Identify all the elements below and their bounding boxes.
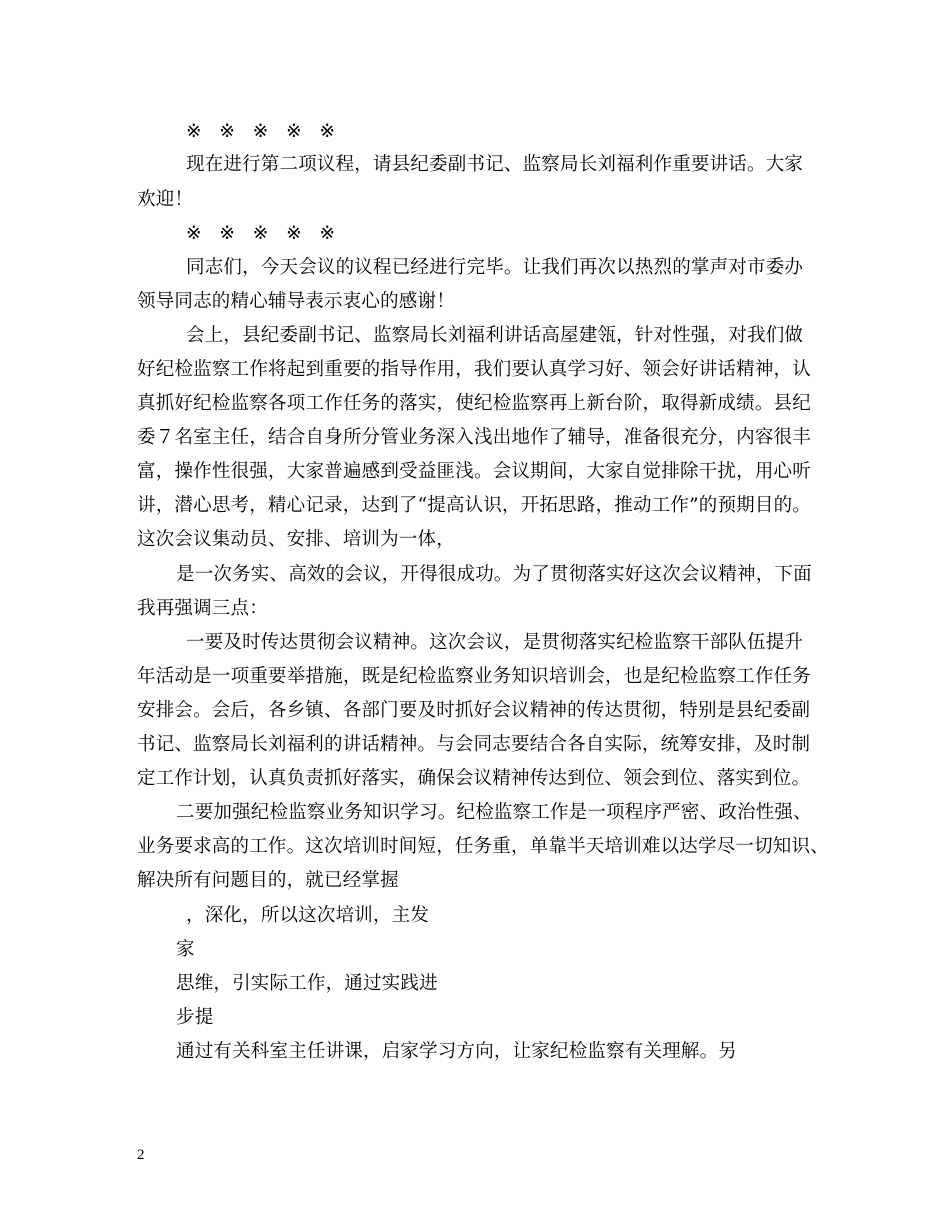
body-line: 领导同志的精心辅导表示衷心的感谢！ (137, 291, 455, 312)
body-line: 这次会议集动员、安排、培训为一体， (137, 529, 455, 550)
body-line: 通过有关科室主任讲课，启家学习方向，让家纪检监察有关理解。另 (176, 1041, 738, 1062)
body-line: 家 (176, 939, 195, 960)
page-number: 2 (137, 1147, 145, 1163)
body-line: 富，操作性很强，大家普遍感到受益匪浅。会议期间，大家自觉排除干扰，用心听 (137, 461, 811, 482)
section-divider: ※ ※ ※ ※ ※ (186, 223, 342, 244)
body-line: 同志们，今天会议的议程已经进行完毕。让我们再次以热烈的掌声对市委办 (186, 257, 804, 278)
body-line: 好纪检监察工作将起到重要的指导作用，我们要认真学习好、领会好讲话精神，认 (137, 359, 811, 380)
body-line: 讲，潜心思考，精心记录，达到了“提高认识，开拓思路，推动工作”的预期目的。 (137, 495, 811, 516)
section-divider: ※ ※ ※ ※ ※ (186, 121, 342, 142)
body-line: 安排会。会后，各乡镇、各部门要及时抓好会议精神的传达贯彻，特别是县纪委副 (137, 700, 811, 721)
body-line: 我再强调三点： (137, 598, 268, 619)
body-line: ，深化，所以这次培训，主发 (186, 905, 430, 926)
body-line: 真抓好纪检监察各项工作任务的落实，使纪检监察再上新台阶，取得新成绩。县纪 (137, 393, 811, 414)
body-line: 书记、监察局长刘福利的讲话精神。与会同志要结合各自实际，统筹安排，及时制 (137, 734, 811, 755)
body-line: 是一次务实、高效的会议，开得很成功。为了贯彻落实好这次会议精神，下面 (176, 564, 812, 585)
body-line: 思维，引实际工作，通过实践进 (176, 973, 438, 994)
body-line: 解决所有问题目的，就已经掌握 (137, 870, 399, 891)
body-line: 定工作计划，认真负责抓好落实，确保会议精神传达到位、领会到位、落实到位。 (137, 768, 811, 789)
body-line: 一要及时传达贯彻会议精神。这次会议，是贯彻落实纪检监察干部队伍提升 (186, 632, 804, 653)
body-line: 欢迎！ (137, 189, 194, 210)
body-line: 委７名室主任，结合自身所分管业务深入浅出地作了辅导，准备很充分，内容很丰 (137, 427, 811, 448)
body-line: 步提 (176, 1007, 214, 1028)
body-line: 业务要求高的工作。这次培训时间短，任务重，单靠半天培训难以达学尽一切知识、 (137, 836, 829, 857)
body-line: 现在进行第二项议程，请县纪委副书记、监察局长刘福利作重要讲话。大家 (186, 154, 804, 175)
body-line: 年活动是一项重要举措施，既是纪检监察业务知识培训会，也是纪检监察工作任务 (137, 666, 811, 687)
body-line: 二要加强纪检监察业务知识学习。纪检监察工作是一项程序严密、政治性强、 (176, 802, 812, 823)
body-line: 会上，县纪委副书记、监察局长刘福利讲话高屋建瓴，针对性强，对我们做 (186, 325, 804, 346)
